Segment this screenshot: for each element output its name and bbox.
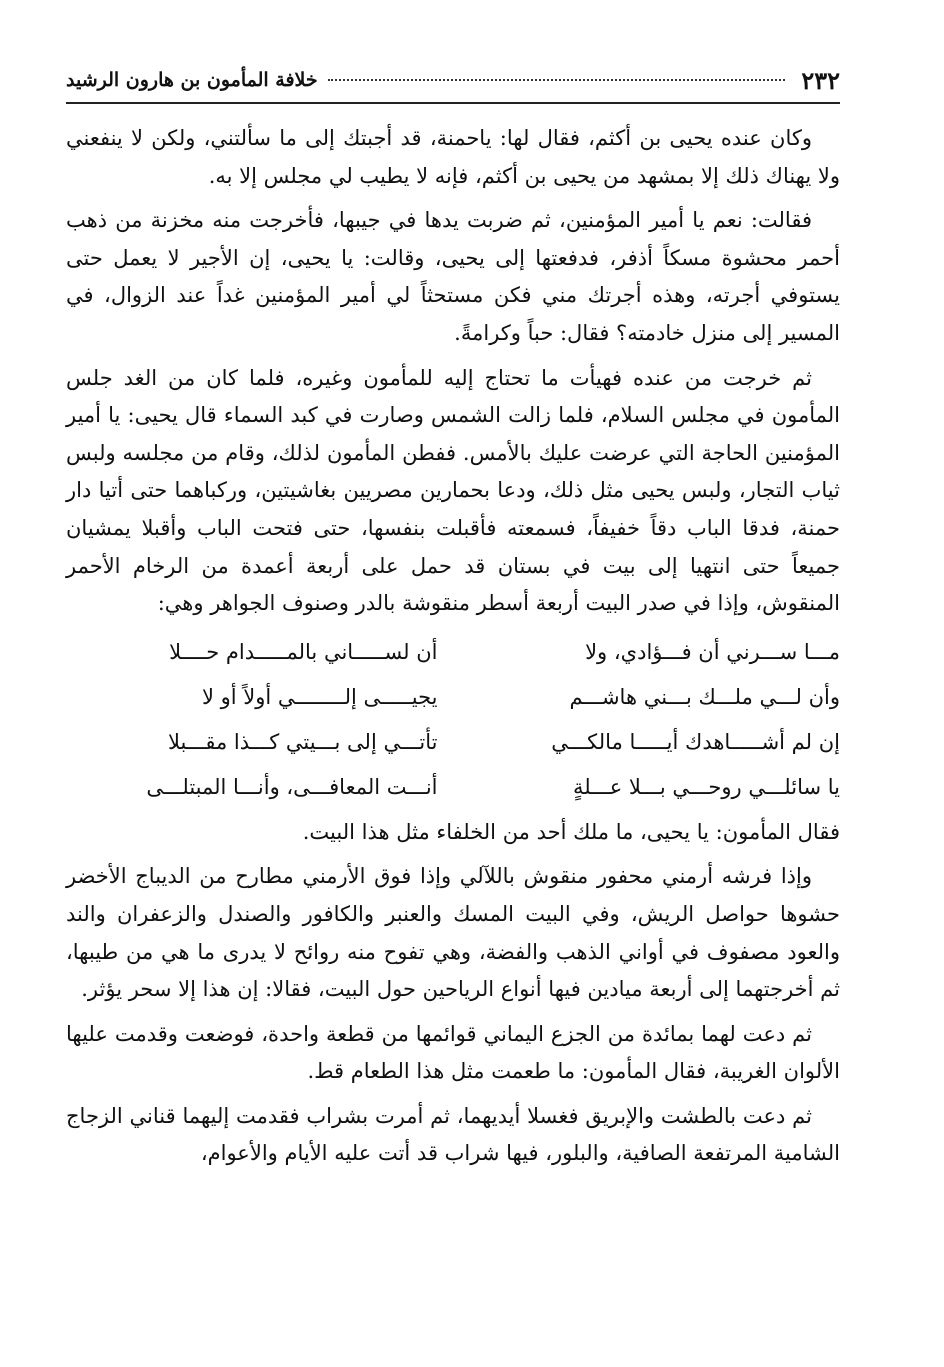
verse-first-hemistich: مـــا ســـرني أن فـــؤادي، ولا [585, 639, 840, 664]
verse-second-hemistich: أنـــت المعافـــى، وأنـــا المبتلـــى [146, 774, 438, 799]
verse-first-hemistich: وأن لـــي ملـــك بـــني هاشـــم [569, 684, 840, 709]
verse-second-hemistich: أن لســـــاني بالمـــــدام حــــلا [169, 639, 438, 664]
header-dot-leader [328, 79, 786, 81]
paragraph: فقال المأمون: يا يحيى، ما ملك أحد من الخلفاء مثل هذا البيت. [302, 819, 840, 844]
verse-second-hemistich: يجيـــــى إلــــــــي أولاً أو لا [201, 684, 438, 709]
page-number: ٢٣٢ [801, 65, 840, 95]
poem-verse [66, 720, 840, 765]
paragraph: ثم دعت لهما بمائدة من الجزع اليماني قوائمها من قطعة واحدة، فوضعت وقدمت عليها الألوان الغريبة، فقال المأمون: ما طعمت مثل هذا الطعام قط. [66, 1021, 840, 1084]
verse-first-hemistich: إن لم أشـــــاهدك أيـــــا مالكـــي [551, 729, 840, 754]
paragraph: ثم خرجت من عنده فهيأت ما تحتاج إليه للمأمون وغيره، فلما كان من الغد جلس المأمون في مجلس السلام، فلما زالت الشمس وصارت في كبد السماء قال يحيى: يا أمير المؤمنين الحاجة التي عرضت عليك بالأمس. ففطن المأمون لذلك، وقام من مجلسه ولبس ثياب التجار، ولبس يحيى مثل ذلك، ودعا بحمارين مصريين بغاشيتين، وركباهما حتى أتيا دار حمنة، فدقا الباب دقاً خفيفاً، فسمعته فأقبلت بنفسها، حتى فتحت الباب وأقبلا يمشيان جميعاً حتى انتهيا إلى بيت في بستان قد حمل على أربعة أعمدة من الرخام الأحمر المنقوش، وإذا في صدر البيت أربعة أسطر منقوشة بالدر وصنوف الجواهر وهي: [66, 365, 840, 616]
poem [66, 630, 840, 810]
poem-verse [66, 630, 840, 675]
paragraph: وكان عنده يحيى بن أكثم، فقال لها: ياحمنة، قد أجبتك إلى ما سألتني، ولكن لا ينفعني ولا يهناك ذلك إلا بمشهد من يحيى بن أكثم، فإنه لا يطيب لي مجلس إلا به. [66, 126, 840, 188]
poem-verse [66, 765, 840, 810]
verse-first-hemistich: يا سائلـــي روحـــي بـــلا عـــلةٍ [573, 774, 840, 799]
verse-second-hemistich: تأتـــي إلى بـــيتي كـــذا مقـــبلا [168, 729, 438, 754]
running-title: خلافة المأمون بن هارون الرشيد [66, 69, 318, 91]
paragraph: وإذا فرشه أرمني محفور منقوش باللآلي وإذا فوق الأرمني مطارح من الديباج الأخضر حشوها حواصل الريش، وفي البيت المسك والعنبر والكافور والصندل والزعفران والند والعود مصفوف في أواني الذهب والفضة، وهي تفوح منه روائح لا يدرى ما هي من طيبها، ثم أخرجتهما إلى أربعة ميادين فيها أنواع الرياحين حول البيت، فقالا: إن هذا إلا سحر يؤثر. [66, 864, 840, 1002]
book-page [66, 58, 840, 1180]
paragraph: ثم دعت بالطشت والإبريق فغسلا أيديهما، ثم أمرت بشراب فقدمت إليهما قناني الزجاج الشامية المرتفعة الصافية، والبلور، فيها شراب قد أتت عليه الأيام والأعوام، [66, 1103, 840, 1166]
paragraph: فقالت: نعم يا أمير المؤمنين، ثم ضربت يدها في جيبها، فأخرجت منه مخزنة من ذهب أحمر محشوة مسكاً أذفر، فدفعتها إلى يحيى، وقالت: يا يحيى، إن الأجير لا يعمل حتى يستوفي أجرته، وهذه أجرتك مني فكن مستحثاً لي أمير المؤمنين غداً عند الزوال، في المسير إلى منزل خادمته؟ فقال: حباً وكرامةً. [66, 208, 840, 345]
poem-verse [66, 675, 840, 720]
body-text [66, 120, 840, 1173]
running-header [66, 58, 840, 104]
